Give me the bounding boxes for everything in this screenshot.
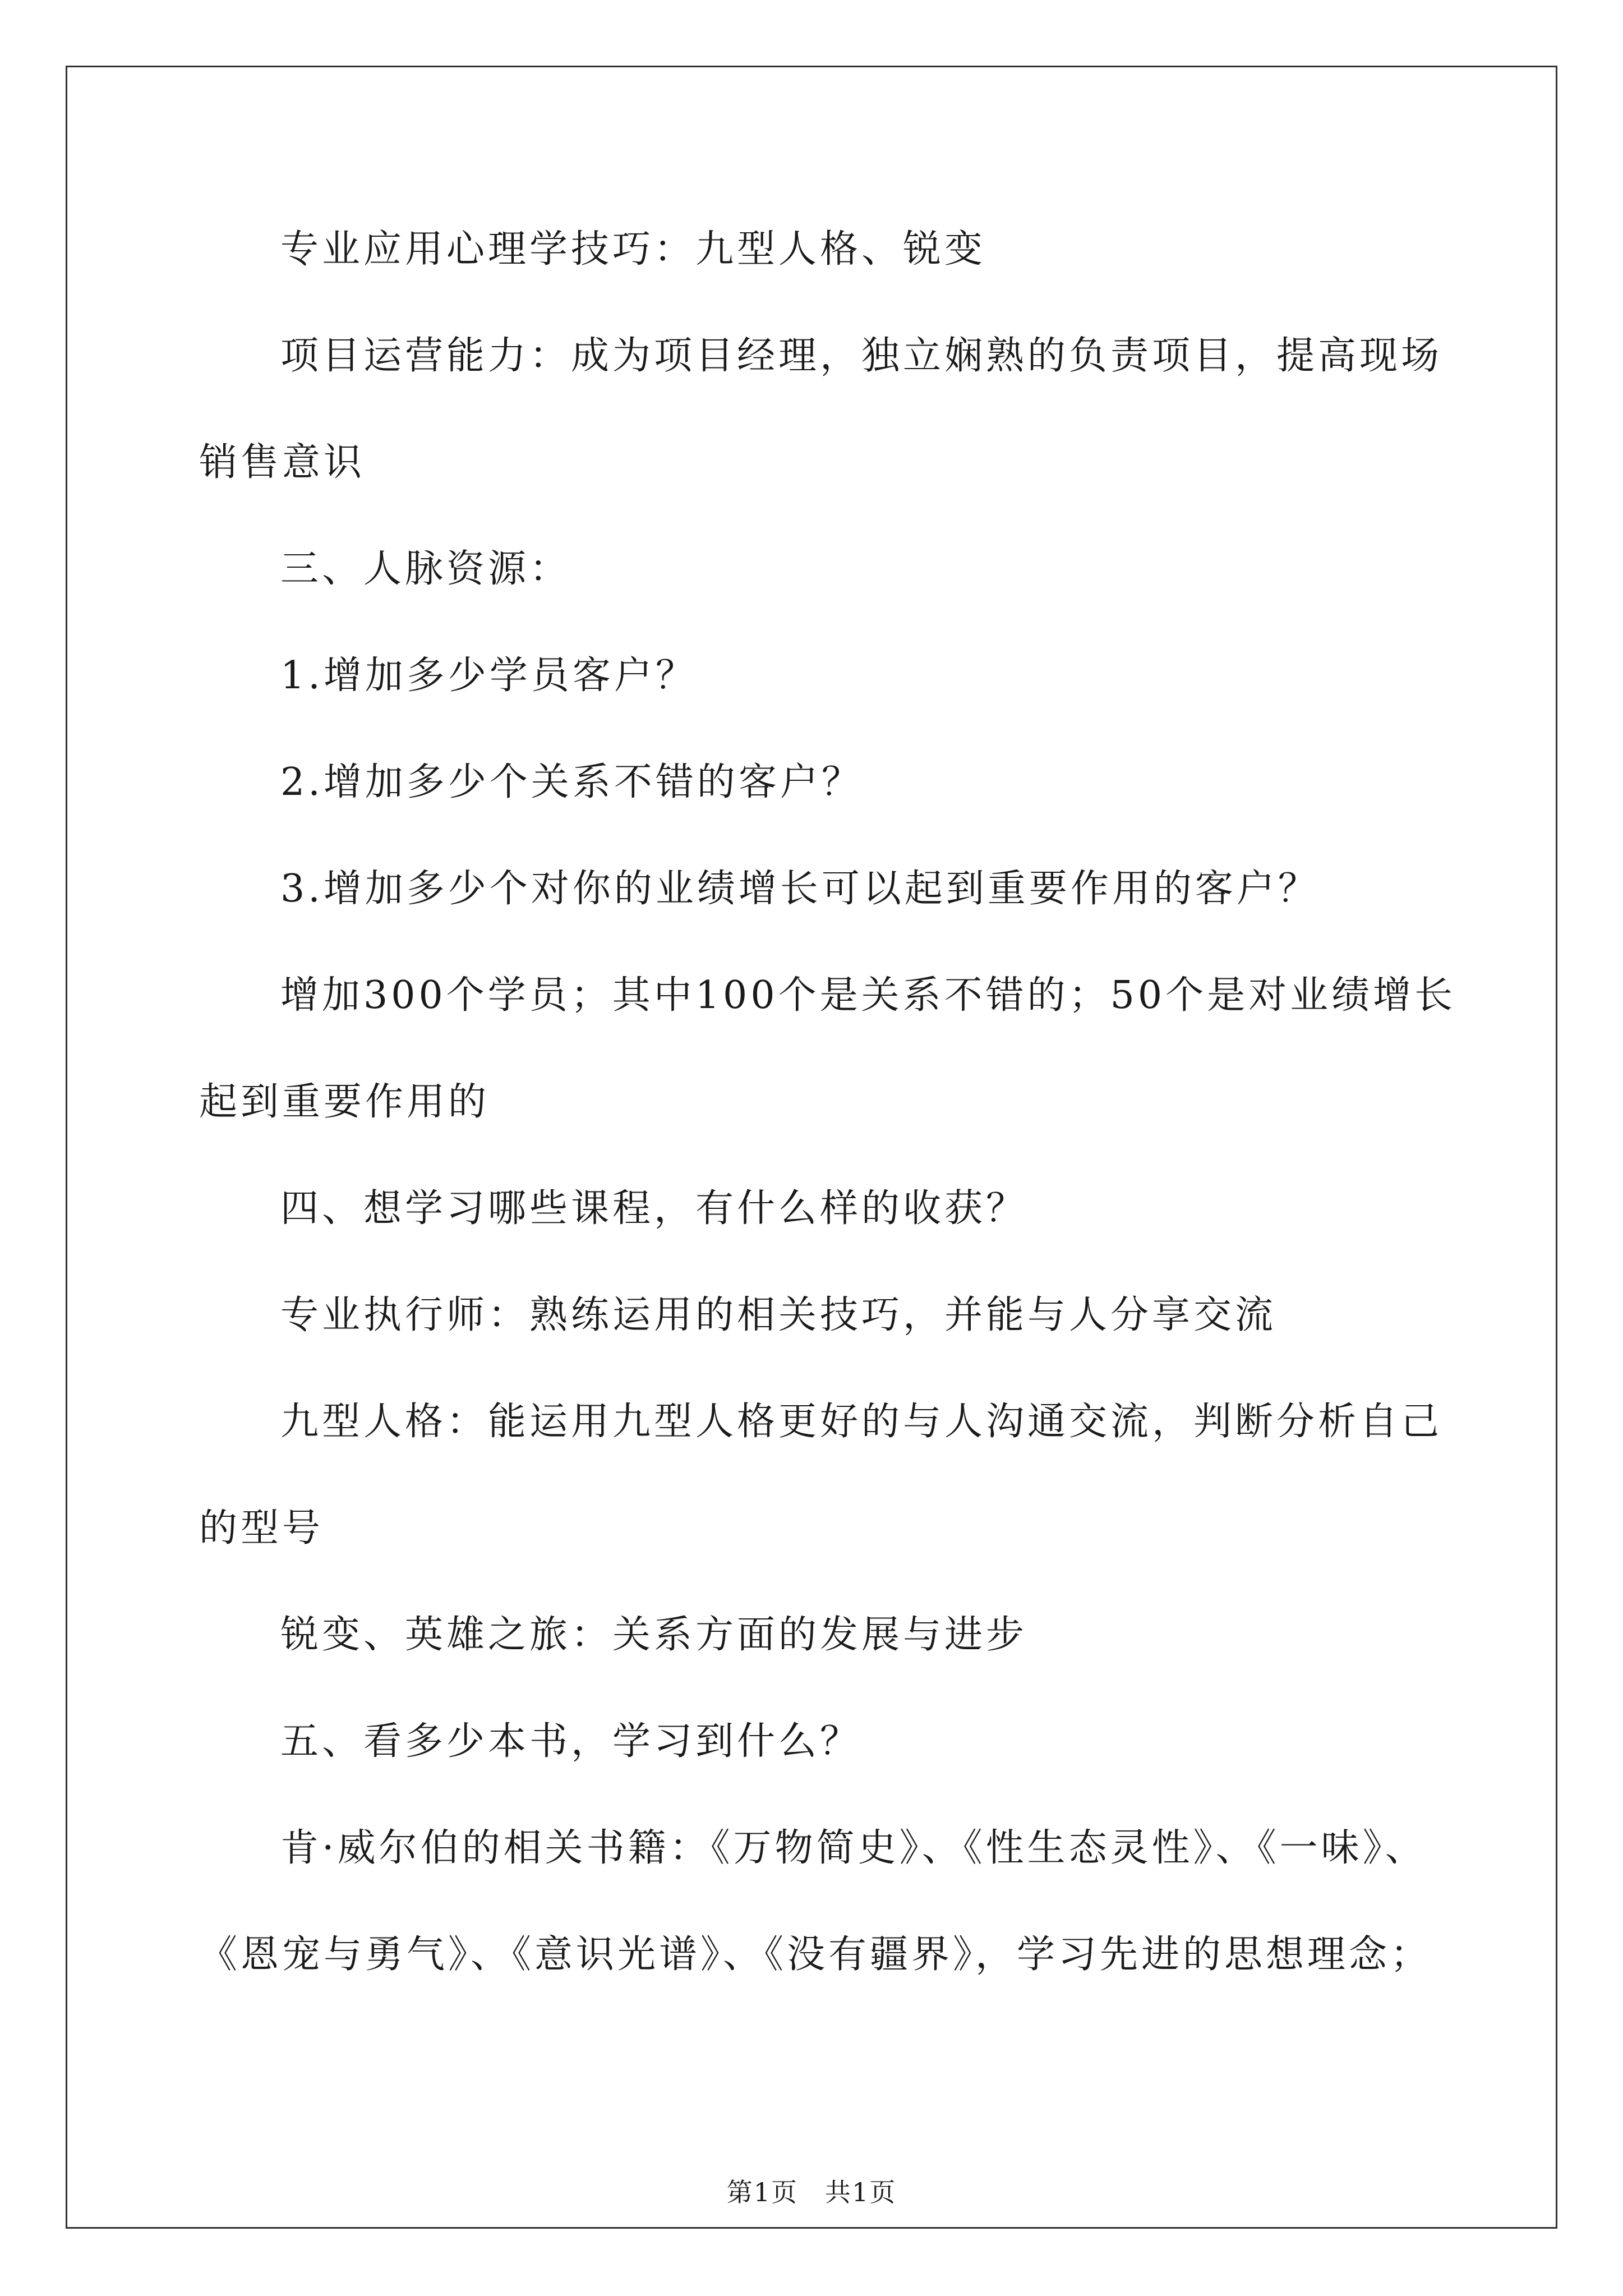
body-line-8: 增加300个学员；其中100个是关系不错的；50个是对业绩增长 [280, 973, 1456, 1018]
body-line-14: 锐变、英雄之旅：关系方面的发展与进步 [280, 1613, 1028, 1657]
body-line-17: 《恩宠与勇气》、《意识光谱》、《没有疆界》，学习先进的思想理念； [199, 1932, 1432, 1977]
body-line-5: 1.增加多少学员客户？ [280, 654, 697, 698]
body-line-12: 九型人格：能运用九型人格更好的与人沟通交流，判断分析自己 [280, 1400, 1443, 1444]
body-line-11: 专业执行师：熟练运用的相关技巧，并能与人分享交流 [280, 1293, 1277, 1337]
body-line-9: 起到重要作用的 [199, 1080, 490, 1124]
page-footer: 第1页 共1页 [726, 2177, 897, 2207]
page-border [66, 66, 1557, 2229]
body-line-1: 专业应用心理学技巧：九型人格、锐变 [280, 227, 986, 272]
body-line-16: 肯·威尔伯的相关书籍：《万物简史》、《性生态灵性》、《一味》、 [280, 1826, 1427, 1870]
section-heading-3: 三、人脉资源： [280, 547, 571, 591]
section-heading-5: 五、看多少本书，学习到什么？ [280, 1719, 862, 1764]
body-line-3: 销售意识 [199, 440, 366, 485]
section-heading-4: 四、想学习哪些课程，有什么样的收获？ [280, 1186, 1028, 1231]
body-line-13: 的型号 [199, 1506, 324, 1550]
body-line-6: 2.增加多少个关系不错的客户？ [280, 760, 863, 804]
body-line-2: 项目运营能力：成为项目经理，独立娴熟的负责项目，提高现场 [280, 334, 1443, 378]
body-line-7: 3.增加多少个对你的业绩增长可以起到重要作用的客户？ [280, 867, 1320, 911]
